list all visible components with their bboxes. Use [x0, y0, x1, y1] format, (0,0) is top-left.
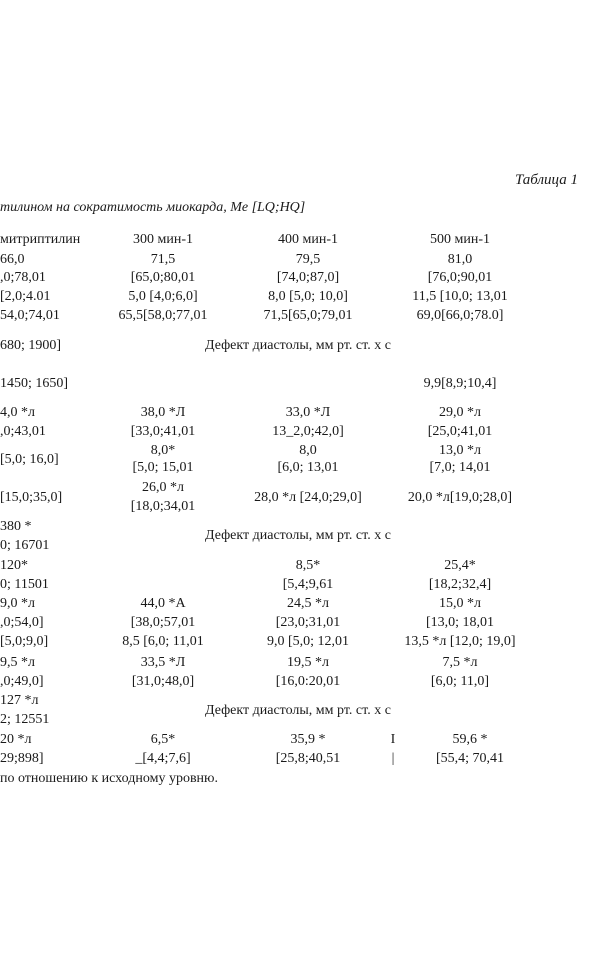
cell: [18,0;34,01	[130, 499, 196, 514]
table-label: Таблица 1	[515, 172, 578, 188]
cell: 26,0 *л	[142, 480, 184, 495]
cell: 33,0 *Л	[285, 405, 331, 420]
cell: [65,0;80,01	[130, 270, 196, 285]
cell: 8,0	[299, 443, 317, 458]
cell: [23,0;31,01	[275, 615, 341, 630]
cell: 15,0 *л	[439, 596, 481, 611]
cell: 8,5*	[295, 558, 321, 573]
cell: 6,5*	[150, 732, 176, 747]
cell: 25,4*	[444, 558, 476, 573]
cell: 28,0 *л [24,0;29,0]	[254, 490, 362, 505]
cell: [18,2;32,4]	[428, 577, 492, 592]
cell: 54,0;74,01	[0, 308, 60, 323]
cell: 13,0 *л	[439, 443, 481, 458]
cell: 127 *л	[0, 693, 39, 708]
col-header-2: 300 мин-1	[132, 232, 194, 247]
cell: [16,0:20,01	[275, 674, 341, 689]
cell: 20 *л	[0, 732, 32, 747]
cell: 8,0 [5,0; 10,0]	[268, 289, 348, 304]
cell: [5,0; 15,01	[132, 460, 194, 475]
cell: ,0;43,01	[0, 424, 46, 439]
cell: 65,5[58,0;77,01	[118, 308, 208, 323]
cell: [6,0; 13,01	[277, 460, 339, 475]
cell: 5,0 [4,0;6,0]	[128, 289, 198, 304]
cell: [7,0; 14,01	[429, 460, 491, 475]
cell: 29,0 *л	[439, 405, 481, 420]
cell: 35,9 *	[290, 732, 326, 747]
cell: [6,0; 11,0]	[430, 674, 490, 689]
cell: 38,0 *Л	[140, 405, 186, 420]
cell: 59,6 *	[452, 732, 488, 747]
cell: [2,0;4.01	[0, 289, 51, 304]
cell: 66,0	[0, 252, 25, 267]
table-caption: тилином на сократимость миокарда, Me [LQ;HQ]	[0, 200, 306, 215]
cell: 8,5 [6,0; 11,01	[122, 634, 204, 649]
cell: 7,5 *л	[442, 655, 478, 670]
section-heading: Дефект диастолы, мм рт. ст. х с	[205, 703, 391, 718]
cell: [55,4; 70,41	[435, 751, 505, 766]
cell: 33,5 *Л	[140, 655, 186, 670]
cell: [25,0;41,01	[427, 424, 493, 439]
footnote: по отношению к исходному уровню.	[0, 771, 219, 786]
cell: 8,0*	[150, 443, 176, 458]
cell: 9,5 *л	[0, 655, 35, 670]
cell: [5,4;9,61	[282, 577, 334, 592]
cell: [31,0;48,0]	[131, 674, 195, 689]
cell: [5,0;9,0]	[0, 634, 49, 649]
cell: 69,0[66,0;78.0]	[416, 308, 504, 323]
cell: [38,0;57,01	[130, 615, 196, 630]
cell: ,0;54,0]	[0, 615, 44, 630]
cell: 71,5	[150, 252, 176, 267]
cell: [74,0;87,0]	[276, 270, 340, 285]
cell: 13_2,0;42,0]	[272, 424, 344, 439]
cell: 9,9[8,9;10,4]	[423, 376, 497, 391]
cell: 71,5[65,0;79,01	[263, 308, 353, 323]
cell: 44,0 *А	[140, 596, 186, 611]
cell: 24,5 *л	[287, 596, 329, 611]
cell: 0; 11501	[0, 577, 49, 592]
cell: 4,0 *л	[0, 405, 35, 420]
cell: [5,0; 16,0]	[0, 452, 59, 467]
cell: 81,0	[447, 252, 473, 267]
cell: [13,0; 18,01	[425, 615, 495, 630]
cell: [15,0;35,0]	[0, 490, 63, 505]
column-separator: |	[391, 751, 395, 766]
cell: 120*	[0, 558, 28, 573]
col-header-4: 500 мин-1	[429, 232, 491, 247]
cell: ,0;49,0]	[0, 674, 44, 689]
cell: 680; 1900]	[0, 338, 62, 353]
cell: 79,5	[295, 252, 321, 267]
cell: _[4,4;7,6]	[135, 751, 191, 766]
cell: 19,5 *л	[287, 655, 329, 670]
cell: 13,5 *л [12,0; 19,0]	[404, 634, 516, 649]
cell: 380 *	[0, 519, 32, 534]
cell: ,0;78,01	[0, 270, 46, 285]
cell: [33,0;41,01	[130, 424, 196, 439]
column-separator: I	[390, 732, 396, 747]
cell: 9,0 *л	[0, 596, 35, 611]
cell: [76,0;90,01	[427, 270, 493, 285]
cell: 11,5 [10,0; 13,01	[412, 289, 508, 304]
col-header-3: 400 мин-1	[277, 232, 339, 247]
cell: 2; 12551	[0, 712, 50, 727]
section-heading: Дефект диастолы, мм рт. ст. х с	[205, 338, 391, 353]
cell: 9,0 [5,0; 12,01	[266, 634, 350, 649]
cell: 29;898]	[0, 751, 44, 766]
cell: 1450; 1650]	[0, 376, 69, 391]
cell: 0; 16701	[0, 538, 50, 553]
cell: [25,8;40,51	[275, 751, 341, 766]
cell: 20,0 *л[19,0;28,0]	[407, 490, 513, 505]
col-header-1: митриптилин	[0, 232, 81, 247]
section-heading: Дефект диастолы, мм рт. ст. х с	[205, 528, 391, 543]
